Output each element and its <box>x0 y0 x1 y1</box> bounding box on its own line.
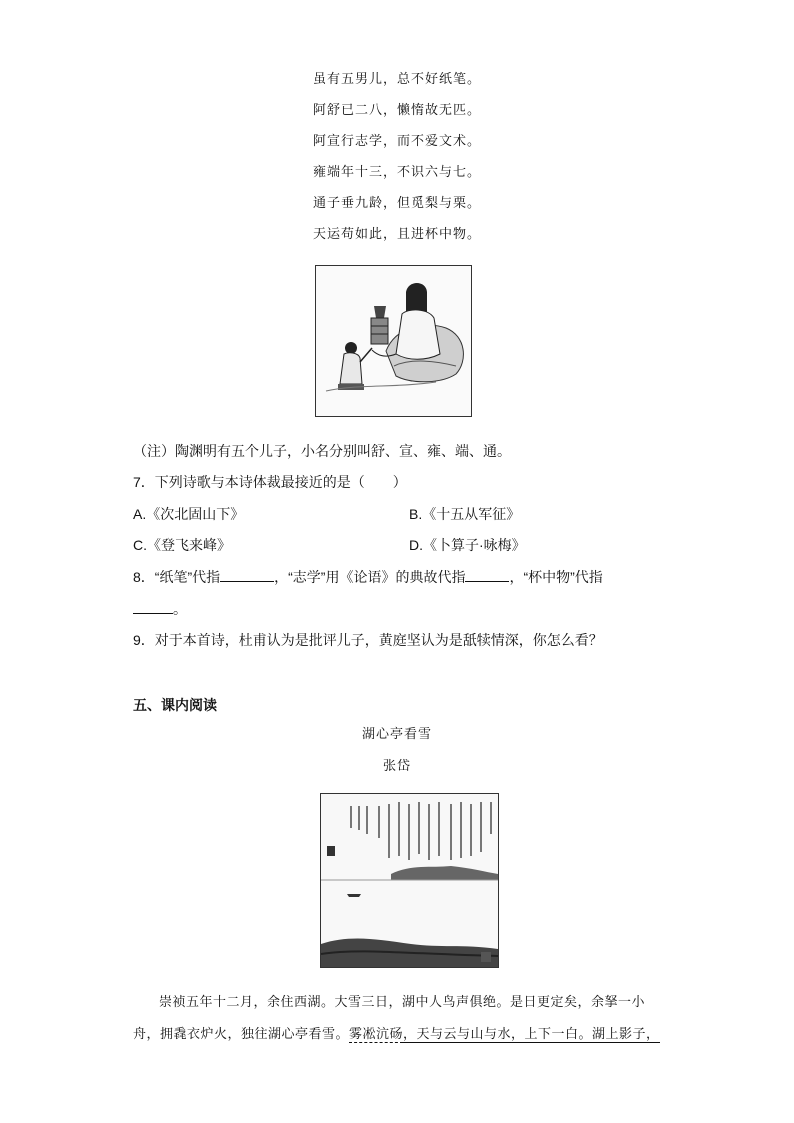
question-8 <box>133 567 603 587</box>
section-heading: 五、课内阅读 <box>133 697 217 713</box>
passage-line-2-a: 舟，拥毳衣炉火，独往湖心亭看雪。 <box>133 1027 350 1042</box>
question-8-line-2 <box>133 599 187 619</box>
question-9: 9．对于本首诗，杜甫认为是批评儿子，黄庭坚认为是舐犊情深，你怎么看？ <box>133 632 603 648</box>
poet-painting-image <box>315 265 472 417</box>
underlined-phrase-1: 雾凇沆砀 <box>349 1027 404 1042</box>
poem-line-4: 雍端年十三，不识六与七。 <box>312 165 481 180</box>
poem-line-1: 虽有五男儿，总不好纸笔。 <box>312 72 481 87</box>
underlined-phrase-2: ，天与云与山与水，上下一白。湖上影子， <box>403 1027 660 1042</box>
poem-line-6: 天运苟如此，且进杯中物。 <box>312 227 481 242</box>
poem-line-5: 通子垂九龄，但觅梨与栗。 <box>312 196 481 211</box>
answer-blank-2[interactable] <box>465 567 509 582</box>
calligraphy-landscape-icon <box>321 794 498 967</box>
question-8-part-3: ，“杯中物”代指 <box>509 569 603 585</box>
calligraphy-landscape-image <box>320 793 499 968</box>
ink-painting-icon <box>316 266 471 416</box>
question-7-option-d[interactable]: D.《卜算子·咏梅》 <box>409 537 526 553</box>
question-7-option-a[interactable]: A.《次北固山下》 <box>133 506 245 522</box>
answer-blank-3[interactable] <box>133 599 173 614</box>
passage-line-2 <box>133 1020 673 1050</box>
question-8-part-2: ，“志学”用《论语》的典故代指 <box>274 569 466 585</box>
question-7-option-c[interactable]: C.《登飞来峰》 <box>133 537 231 553</box>
poem-note: （注）陶渊明有五个儿子，小名分别叫舒、宣、雍、端、通。 <box>133 443 511 459</box>
question-7-stem: 7．下列诗歌与本诗体裁最接近的是（ ） <box>133 474 407 490</box>
passage-title: 湖心亭看雪 <box>361 727 432 742</box>
passage-author: 张岱 <box>382 759 411 774</box>
passage-line-1: 崇祯五年十二月，余住西湖。大雪三日，湖中人鸟声俱绝。是日更定矣，余拏一小 <box>159 995 646 1010</box>
answer-blank-1[interactable] <box>220 567 274 582</box>
question-7-option-b[interactable]: B.《十五从军征》 <box>409 506 521 522</box>
poem-line-2: 阿舒已二八，懒惰故无匹。 <box>312 103 481 118</box>
question-8-part-4: 。 <box>173 601 187 617</box>
poem-line-3: 阿宣行志学，而不爱文术。 <box>312 134 481 149</box>
question-8-part-1: 8．“纸笔”代指 <box>133 569 221 585</box>
